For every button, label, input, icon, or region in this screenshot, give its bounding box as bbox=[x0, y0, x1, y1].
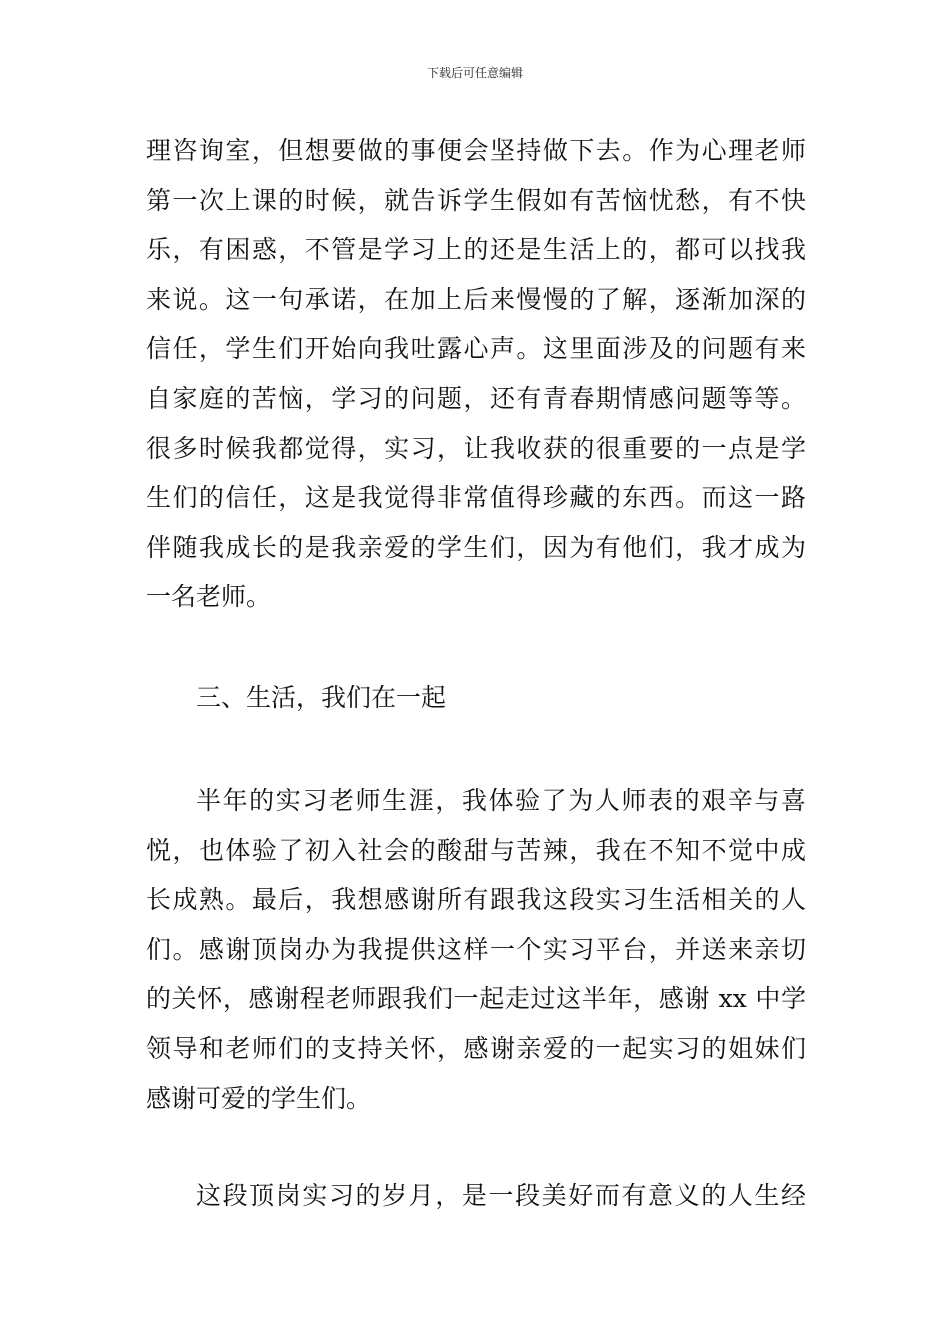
paragraph-line: 自家庭的苦恼，学习的问题，还有青春期情感问题等等。 bbox=[146, 383, 806, 413]
paragraph-line: 来说。这一句承诺，在加上后来慢慢的了解，逐渐加深的 bbox=[146, 284, 806, 314]
paragraph-2 bbox=[146, 776, 806, 1123]
paragraph-line: 半年的实习老师生涯，我体验了为人师表的艰辛与喜 bbox=[196, 786, 806, 815]
paragraph-line: 第一次上课的时候，就告诉学生假如有苦恼忧愁，有不快 bbox=[146, 185, 806, 215]
paragraph-1 bbox=[146, 126, 806, 622]
section-heading-block bbox=[146, 673, 806, 723]
paragraph-3 bbox=[146, 1171, 806, 1221]
paragraph-line: 伴随我成长的是我亲爱的学生们，因为有他们，我才成为 bbox=[146, 532, 806, 562]
section-heading: 三、生活，我们在一起 bbox=[196, 683, 447, 712]
paragraph-line: 很多时候我都觉得，实习，让我收获的很重要的一点是学 bbox=[146, 433, 806, 463]
paragraph-line: 们。感谢顶岗办为我提供这样一个实习平台，并送来亲切 bbox=[146, 934, 806, 964]
paragraph-line: 感谢可爱的学生们。 bbox=[146, 1083, 372, 1113]
page-header: 下载后可任意编辑 bbox=[426, 66, 523, 80]
paragraph-line: 领导和老师们的支持关怀，感谢亲爱的一起实习的姐妹们 bbox=[146, 1033, 806, 1063]
paragraph-line: 生们的信任，这是我觉得非常值得珍藏的东西。而这一路 bbox=[146, 483, 806, 513]
paragraph-line: 一名老师。 bbox=[146, 582, 272, 612]
paragraph-line: 信任，学生们开始向我吐露心声。这里面涉及的问题有来 bbox=[146, 334, 806, 364]
paragraph-line: 这段顶岗实习的岁月，是一段美好而有意义的人生经 bbox=[196, 1181, 806, 1210]
paragraph-line: 乐，有困惑，不管是学习上的还是生活上的，都可以找我 bbox=[146, 235, 806, 265]
paragraph-line: 的关怀，感谢程老师跟我们一起走过这半年，感谢 xx 中学 bbox=[146, 984, 806, 1014]
paragraph-line: 长成熟。最后，我想感谢所有跟我这段实习生活相关的人 bbox=[146, 885, 806, 915]
paragraph-line: 悦，也体验了初入社会的酸甜与苦辣，我在不知不觉中成 bbox=[146, 835, 806, 865]
paragraph-line: 理咨询室，但想要做的事便会坚持做下去。作为心理老师 bbox=[146, 136, 806, 165]
